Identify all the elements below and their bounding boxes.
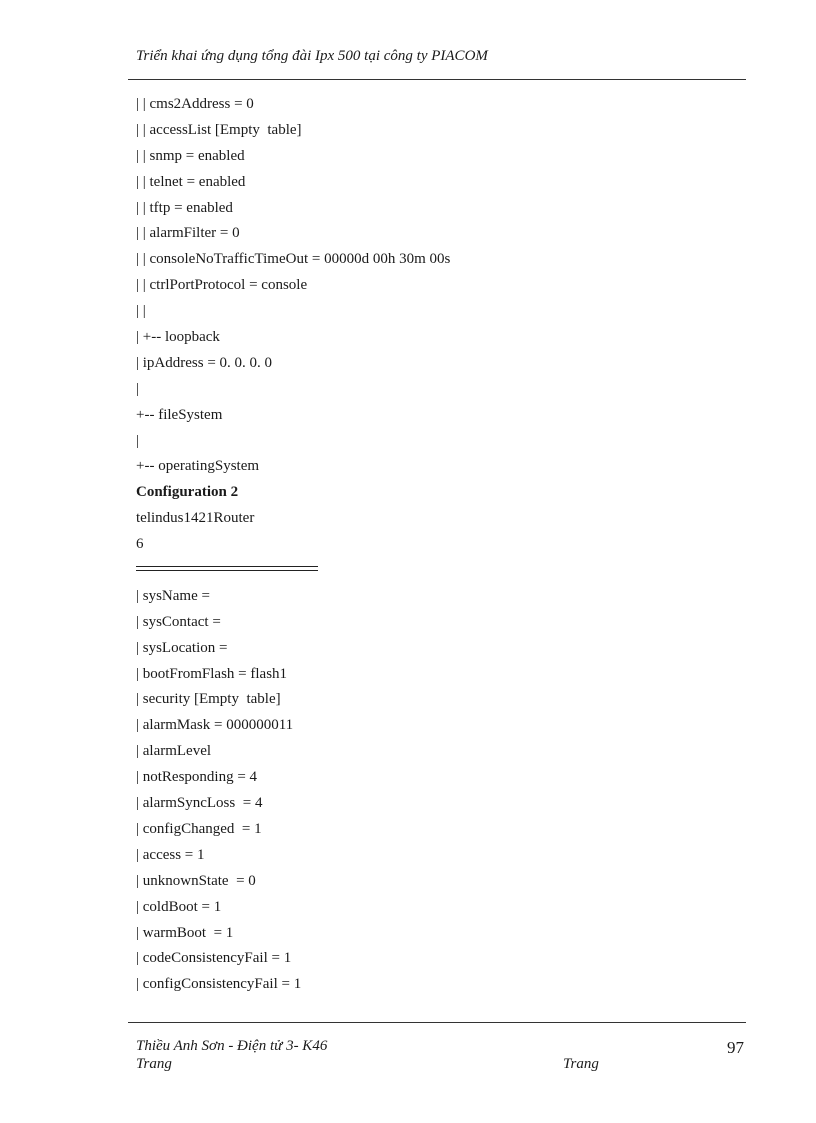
config-line: | alarmMask = 000000011 <box>136 717 294 734</box>
config-line: | alarmLevel <box>136 743 212 760</box>
header-divider <box>128 79 746 80</box>
config-line: | alarmSyncLoss = 4 <box>136 795 263 812</box>
section-heading: Configuration 2 <box>136 484 239 501</box>
config-line: | sysLocation = <box>136 639 228 656</box>
document-body <box>136 92 736 998</box>
config-line: | unknownState = 0 <box>136 872 256 889</box>
page-header-title: Triển khai ứng dụng tổng đài Ipx 500 tại công ty PIACOM <box>136 48 488 64</box>
config-line: 6 <box>136 536 144 553</box>
config-line: | | ctrlPortProtocol = console <box>136 277 308 294</box>
config-line: | <box>136 380 140 397</box>
config-line: | +-- loopback <box>136 329 220 346</box>
config-line: | bootFromFlash = flash1 <box>136 665 288 682</box>
config-line: | | telnet = enabled <box>136 173 246 190</box>
config-line: | | accessList [Empty table] <box>136 121 302 138</box>
config-line: telindus1421Router <box>136 510 255 527</box>
config-line: | | alarmFilter = 0 <box>136 225 240 242</box>
double-rule <box>136 566 318 571</box>
footer-trang-label-right: Trang <box>563 1056 599 1072</box>
config-line: | configConsistencyFail = 1 <box>136 976 302 993</box>
footer-divider <box>128 1022 746 1023</box>
config-line: | ipAddress = 0. 0. 0. 0 <box>136 354 273 371</box>
config-line: | | tftp = enabled <box>136 199 233 216</box>
config-line: | access = 1 <box>136 846 205 863</box>
config-line: +-- operatingSystem <box>136 458 260 475</box>
footer-author: Thiều Anh Sơn - Điện tử 3- K46 <box>136 1038 328 1054</box>
config-line: | security [Empty table] <box>136 691 281 708</box>
config-line: | codeConsistencyFail = 1 <box>136 950 292 967</box>
page-number: 97 <box>727 1038 744 1057</box>
config-line: | sysContact = <box>136 613 221 630</box>
config-line: | | snmp = enabled <box>136 147 245 164</box>
config-line: | warmBoot = 1 <box>136 924 234 941</box>
config-line: | | <box>136 303 146 320</box>
config-line: +-- fileSystem <box>136 406 223 423</box>
config-line: | configChanged = 1 <box>136 820 262 837</box>
config-line: | coldBoot = 1 <box>136 898 222 915</box>
double-rule-separator <box>136 558 736 584</box>
config-line: | <box>136 432 140 449</box>
config-line: | | consoleNoTrafficTimeOut = 00000d 00h 30m 00s <box>136 251 451 268</box>
config-line: | notResponding = 4 <box>136 769 258 786</box>
footer-trang-label-left: Trang <box>136 1056 172 1072</box>
config-line: | | cms2Address = 0 <box>136 96 254 112</box>
config-line: | sysName = <box>136 587 210 604</box>
